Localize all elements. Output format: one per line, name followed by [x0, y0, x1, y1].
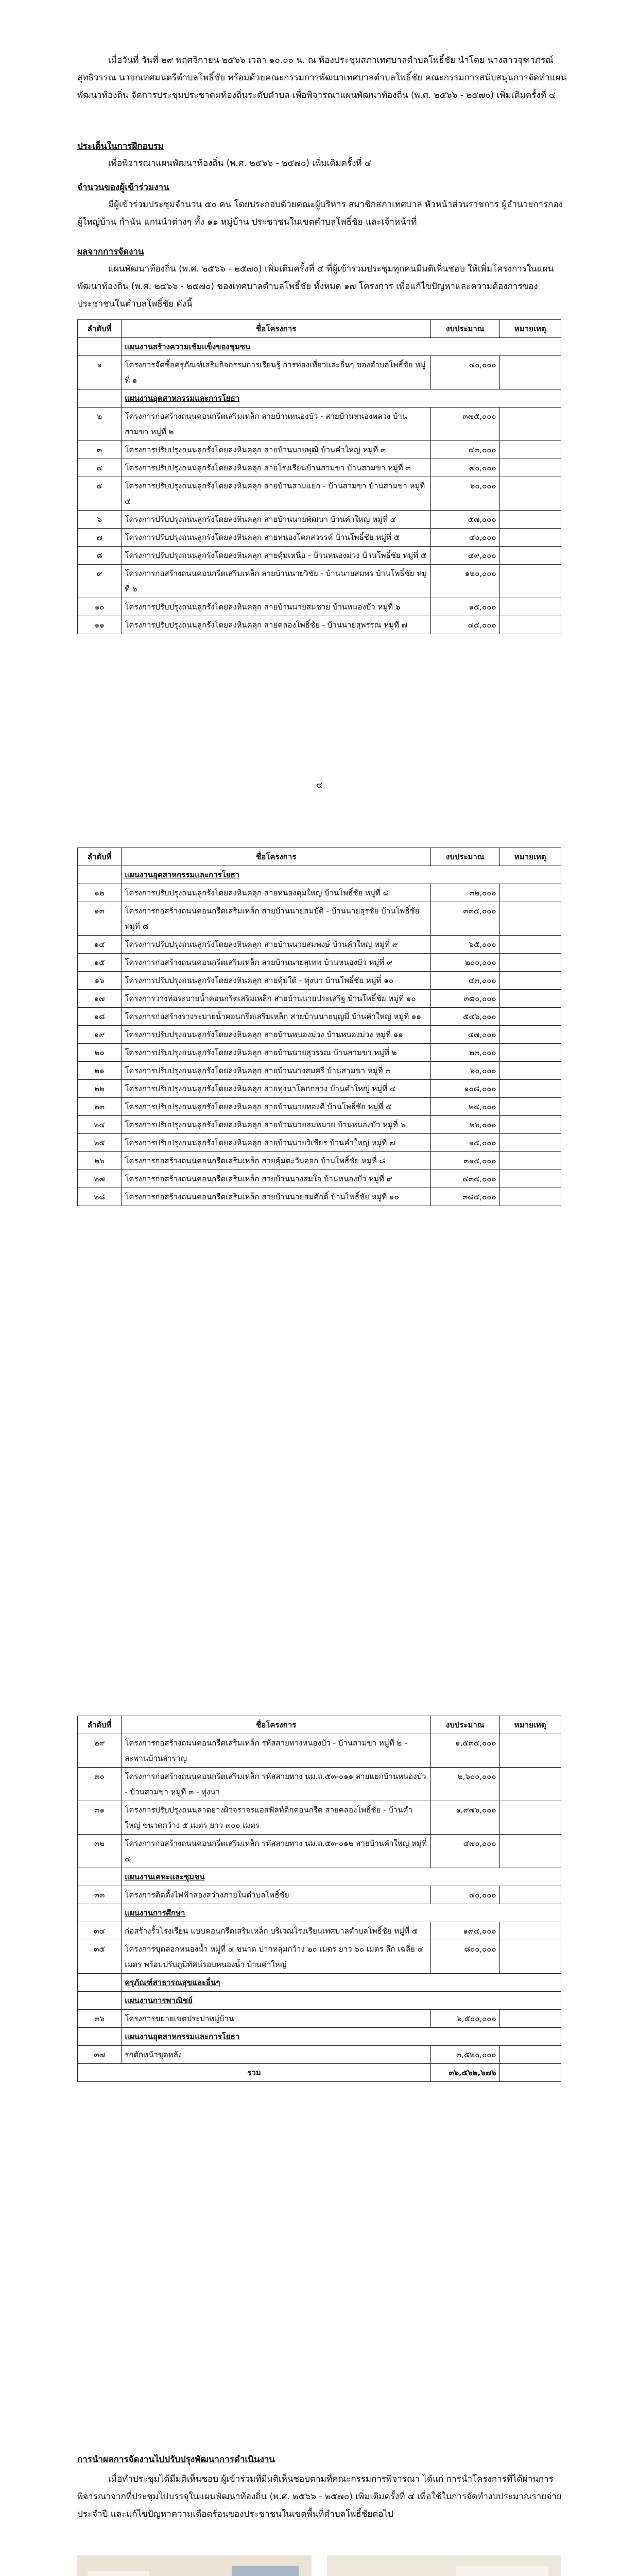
header-name: ชื่อโครงการ [122, 848, 431, 866]
row-note [499, 565, 561, 598]
row-project-name: โครงการปรับปรุงถนนลูกรังโดยลงหินคลุก สายบ้านนายสมหมาย บ้านหนองบัว หมู่ที่ ๖ [122, 1116, 431, 1134]
table-row [78, 565, 561, 598]
row-no: ๒๓ [78, 1098, 122, 1116]
row-budget: ๗๐,๐๐๐ [431, 459, 499, 477]
row-project-name: โครงการปรับปรุงถนนลูกรังโดยลงหินคลุก สายบ้านนายวิเชียร บ้านคำใหญ่ หมู่ที่ ๗ [122, 1134, 431, 1152]
section-no-cell [78, 1974, 122, 1992]
intro-text: เมื่อวันที่ วันที่ ๒๙ พฤศจิกายน ๒๕๖๖ เวลา ๑๐.๐๐ น. ณ ห้องประชุมสภาเทศบาลตำบลโพธิ์ชัย นำโดย นางสาวจุฑาภรณ์ สุทธิวรรณ นายกเทศมนตรีตำบลโพธิ์ชัย พร้อมด้วยคณะกรรมการพัฒนาเทศบาลตำบลโพธิ์ชัย คณะกรรมการสนับสนุนการจัดทำแผนพัฒนาท้องถิ่น จัดการประชุมประชาคมท้องถิ่นระดับตำบล เพื่อพิจารณาแผนพัฒนาท้องถิ่น (พ.ศ. ๒๕๖๖ - ๒๕๗๐) เพิ่มเติมครั้งที่ ๔ [77, 55, 567, 100]
page-number: ๔ [316, 780, 323, 790]
row-note [499, 1835, 561, 1868]
row-budget: ๒๖,๐๐๐ [431, 1116, 499, 1134]
project-table-3 [77, 1716, 561, 2082]
table-row [78, 1026, 561, 1044]
table-section-row [78, 1974, 561, 1992]
row-no: ๒๑ [78, 1062, 122, 1080]
row-no: ๓๖ [78, 2010, 122, 2028]
row-budget: ๒,๖๐๐,๐๐๐ [431, 1768, 499, 1801]
row-note [499, 1801, 561, 1835]
table-row [78, 972, 561, 990]
table-row [78, 1008, 561, 1026]
row-project-name: โครงการปรับปรุงถนนลูกรังโดยลงหินคลุก สายทุ่งนาโคกกลาง บ้านคำใหญ่ หมู่ที่ ๔ [122, 1080, 431, 1098]
row-note [499, 1188, 561, 1206]
row-note [499, 1170, 561, 1188]
row-note [499, 884, 561, 902]
row-project-name: โครงการปรับปรุงถนนลูกรังโดยลงหินคลุก สายบ้านนายสุวรรณ บ้านสามขา หมู่ที่ ๒ [122, 1044, 431, 1062]
table-section-row [78, 389, 561, 408]
row-note [499, 902, 561, 936]
row-no: ๑๕ [78, 954, 122, 972]
table-row [78, 1116, 561, 1134]
row-budget: ๖๕,๐๐๐ [431, 936, 499, 954]
row-note [499, 356, 561, 389]
row-project-name: โครงการปรับปรุงถนนลูกรังโดยลงหินคลุก สายบ้านหนองม่วง บ้านหนองม่วง หมู่ที่ ๑๑ [122, 1026, 431, 1044]
row-no: ๑๑ [78, 616, 122, 634]
results-heading: ผลจากการจัดงาน [77, 247, 144, 257]
table-header-row [78, 1716, 561, 1734]
row-note [499, 1922, 561, 1940]
section-no-cell [78, 338, 122, 356]
table-row [78, 1152, 561, 1170]
row-project-name: โครงการก่อสร้างถนนคอนกรีตเสริมเหล็ก รหัสสายทาง นม.ถ.๕๓-๐๑๒ สายบ้านคำใหญ่ หมู่ที่ ๔ [122, 1835, 431, 1868]
header-name: ชื่อโครงการ [122, 320, 431, 338]
row-note [499, 529, 561, 547]
row-project-name: โครงการปรับปรุงถนนลูกรังโดยลงหินคลุก สายบ้านนายสมชาย บ้านหนองบัว หมู่ที่ ๖ [122, 598, 431, 616]
row-project-name: โครงการปรับปรุงถนนลูกรังโดยลงหินคลุก สายบ้านนายสมพงษ์ บ้านคำใหญ่ หมู่ที่ ๙ [122, 936, 431, 954]
table-row [78, 408, 561, 441]
table-row [78, 459, 561, 477]
project-table-1 [77, 319, 561, 634]
header-no: ลำดับที่ [78, 848, 122, 866]
table-row [78, 1734, 561, 1768]
table-row [78, 1080, 561, 1098]
row-budget: ๑๕,๐๐๐ [431, 1134, 499, 1152]
row-budget: ๔๓๕,๐๐๐ [431, 1170, 499, 1188]
row-project-name: โครงการวางท่อระบายน้ำคอนกรีตเสริมเหล็ก สายบ้านนายประเสริฐ บ้านโพธิ์ชัย หมู่ที่ ๑๐ [122, 990, 431, 1008]
row-note [499, 1886, 561, 1904]
section-title: แผนงานการพาณิชย์ [122, 1992, 561, 2010]
closing-paragraph [77, 2470, 572, 2523]
purpose-heading: ประเด็นในการฝึกอบรม [77, 141, 164, 151]
total-label: รวม [78, 2064, 431, 2082]
table-row [78, 1170, 561, 1188]
row-project-name: โครงการปรับปรุงถนนลูกรังโดยลงหินคลุก สายบ้านสามแยก - บ้านสามขา บ้านสามขา หมู่ที่ ๔ [122, 477, 431, 511]
row-project-name: โครงการขยายเขตประปาหมู่บ้าน [122, 2010, 431, 2028]
row-no: ๑๔ [78, 936, 122, 954]
row-budget: ๔๕,๐๐๐ [431, 616, 499, 634]
row-note [499, 1116, 561, 1134]
row-no: ๑๙ [78, 1026, 122, 1044]
row-project-name: ก่อสร้างรั้วโรงเรียน แบบคอนกรีตเสริมเหล็ก บริเวณโรงเรียนเทศบาลตำบลโพธิ์ชัย หมู่ที่ ๕ [122, 1922, 431, 1940]
row-budget: ๒๐๐,๐๐๐ [431, 954, 499, 972]
row-note [499, 1026, 561, 1044]
table-row [78, 598, 561, 616]
row-budget: ๔๓,๐๐๐ [431, 972, 499, 990]
row-budget: ๖๐,๐๐๐ [431, 1062, 499, 1080]
row-no: ๒๕ [78, 1134, 122, 1152]
closing-text: เมื่อทำประชุมได้มีมติเห็นชอบ ผู้เข้าร่วมที่มีมติเห็นชอบตามที่คณะกรรมการพิจารณา ได้แก่ การนำโครงการที่ได้ผ่านการพิจารณาจากที่ประชุมไปบรรจุในแผนพัฒนาท้องถิ่น (พ.ศ. ๒๕๖๖ - ๒๕๗๐) เพิ่มเติมครั้งที่ ๔ เพื่อใช้ในการจัดทำงบประมาณรายจ่ายประจำปี และแก้ไขปัญหาความเดือดร้อนของประชาชนในเขตพื้นที่ตำบลโพธิ์ชัยต่อไป [77, 2474, 562, 2519]
row-project-name: โครงการปรับปรุงถนนลูกรังโดยลงหินคลุก สายบ้านนายพัฒนา บ้านคำใหญ่ หมู่ที่ ๔ [122, 511, 431, 529]
row-budget: ๖๐,๐๐๐ [431, 477, 499, 511]
table-header-row [78, 320, 561, 338]
table-row [78, 1134, 561, 1152]
row-project-name: โครงการก่อสร้างถนนคอนกรีตเสริมเหล็ก รหัสสายทาง นม.ถ.๕๓-๐๑๑ สายแยกบ้านหนองบัว - บ้านสามขา หมู่ที่ ๓ - ทุ่งนา [122, 1768, 431, 1801]
table-row [78, 529, 561, 547]
row-project-name: รถตักหน้าขุดหลัง [122, 2046, 431, 2064]
closing-heading: การนำผลการจัดงานไปปรับปรุงพัฒนาการดำเนินงาน [77, 2454, 275, 2465]
row-budget: ๔๐,๐๐๐ [431, 1886, 499, 1904]
table-row [78, 1044, 561, 1062]
table-section-row [78, 2028, 561, 2046]
table-row [78, 1940, 561, 1974]
row-budget: ๑๕,๐๐๐ [431, 598, 499, 616]
row-note [499, 408, 561, 441]
table-row [78, 1886, 561, 1904]
row-project-name: โครงการปรับปรุงถนนลูกรังโดยลงหินคลุก สายคุ้มเหนือ - บ้านหนองม่วง บ้านโพธิ์ชัย หมู่ที่ ๕ [122, 547, 431, 565]
row-no: ๔ [78, 459, 122, 477]
row-project-name: โครงการก่อสร้างถนนคอนกรีตเสริมเหล็ก สายบ้านนายสมบัติ - บ้านนายสุรชัย บ้านโพธิ์ชัย หมู่ที่ ๘ [122, 902, 431, 936]
table-row [78, 1062, 561, 1080]
table-row [78, 616, 561, 634]
row-project-name: โครงการปรับปรุงถนนลูกรังโดยลงหินคลุก สายหนองดุมใหญ่ บ้านโพธิ์ชัย หมู่ที่ ๘ [122, 884, 431, 902]
row-no: ๑๘ [78, 1008, 122, 1026]
results-paragraph [77, 260, 572, 313]
table-row [78, 1922, 561, 1940]
row-budget: ๕๗,๐๐๐ [431, 511, 499, 529]
row-project-name: โครงการขุดลอกหนองน้ำ หมู่ที่ ๔ ขนาด ปากหลุมกว้าง ๒๐ เมตร ยาว ๖๐ เมตร ลึก เฉลี่ย ๔ เมตร พร้อมปรับภูมิทัศน์รอบหนองน้ำ บ้านคำใหญ่ [122, 1940, 431, 1974]
row-project-name: โครงการก่อสร้างถนนคอนกรีตเสริมเหล็ก รหัสสายทางหนองบัว - บ้านสามขา หมู่ที่ ๒ - สะพานบ้านสำราญ [122, 1734, 431, 1768]
row-budget: ๓๗๕,๐๐๐ [431, 408, 499, 441]
row-note [499, 1062, 561, 1080]
row-no: ๓๕ [78, 1940, 122, 1974]
project-table-2 [77, 848, 561, 1206]
row-budget: ๔๗,๐๐๐ [431, 1026, 499, 1044]
row-project-name: โครงการปรับปรุงถนนลูกรังโดยลงหินคลุก สายโรงเรียนบ้านสามขา บ้านสามขา หมู่ที่ ๓ [122, 459, 431, 477]
row-budget: ๓๒,๐๐๐ [431, 884, 499, 902]
total-budget: ๓๖,๕๖๒,๖๗๖ [431, 2064, 499, 2082]
row-budget: ๓๘๕,๐๐๐ [431, 1188, 499, 1206]
row-budget: ๔๐,๐๐๐ [431, 529, 499, 547]
section-title: แผนงานอุตสาหกรรมและการโยธา [122, 389, 561, 408]
row-budget: ๕๔๖,๐๐๐ [431, 1008, 499, 1026]
section-title: แผนงานการศึกษา [122, 1904, 561, 1922]
row-note [499, 954, 561, 972]
row-project-name: โครงการก่อสร้างถนนคอนกรีตเสริมเหล็ก สายบ้านหนองบัว - สายบ้านหนองพลวง บ้านสามขา หมู่ที่ ๒ [122, 408, 431, 441]
row-note [499, 547, 561, 565]
row-budget: ๔๙,๐๐๐ [431, 547, 499, 565]
row-project-name: โครงการปรับปรุงถนนลาดยางผิวจราจรแอสฟัลท์ติกคอนกรีต สายคลองโพธิ์ชัย - บ้านคำใหญ่ ขนาดกว้าง ๕ เมตร ยาว ๓๐๐ เมตร [122, 1801, 431, 1835]
row-no: ๓ [78, 441, 122, 459]
table-row [78, 990, 561, 1008]
participants-heading: จำนวนของผู้เข้าร่วมงาน [77, 182, 169, 193]
table-row [78, 884, 561, 902]
participants-paragraph [77, 196, 572, 231]
row-no: ๗ [78, 529, 122, 547]
row-note [499, 1044, 561, 1062]
header-note: หมายเหตุ [499, 1716, 561, 1734]
row-project-name: โครงการติดตั้งไฟฟ้าส่องสว่างภายในตำบลโพธิ์ชัย [122, 1886, 431, 1904]
row-budget: ๔๗๐,๐๐๐ [431, 1835, 499, 1868]
header-budget: งบประมาณ [431, 848, 499, 866]
row-no: ๒๘ [78, 1188, 122, 1206]
row-note [499, 511, 561, 529]
row-budget: ๑๐๘,๐๐๐ [431, 1080, 499, 1098]
header-no: ลำดับที่ [78, 1716, 122, 1734]
row-budget: ๑๙๔,๐๐๐ [431, 1922, 499, 1940]
row-budget: ๓,๕๒๐,๐๐๐ [431, 2046, 499, 2064]
table-row [78, 1801, 561, 1835]
participants-text: มีผู้เข้าร่วมประชุมจำนวน ๕๐ คน โดยประกอบด้วยคณะผู้บริหาร สมาชิกสภาเทศบาล หัวหน้าส่วนราชการ ผู้อำนวยการกอง ผู้ใหญ่บ้าน กำนัน แกนนำต่างๆ ทั้ง ๑๑ หมู่บ้าน ประชาชนในเขตตำบลโพธิ์ชัย และเจ้าหน้าที่ [77, 199, 563, 227]
row-note [499, 459, 561, 477]
row-note [499, 1080, 561, 1098]
header-budget: งบประมาณ [431, 320, 499, 338]
row-no: ๒๒ [78, 1080, 122, 1098]
row-note [499, 477, 561, 511]
section-no-cell [78, 1992, 122, 2010]
row-no: ๑๐ [78, 598, 122, 616]
section-title: แผนงานสร้างความเข้มแข็งของชุมชน [122, 338, 561, 356]
row-project-name: โครงการปรับปรุงถนนลูกรังโดยลงหินคลุก สายบ้านนายทองดี บ้านโพธิ์ชัย หมู่ที่ ๕ [122, 1098, 431, 1116]
row-no: ๕ [78, 477, 122, 511]
row-note [499, 2046, 561, 2064]
meeting-photo [77, 2555, 312, 2576]
header-name: ชื่อโครงการ [122, 1716, 431, 1734]
table-section-row [78, 1904, 561, 1922]
row-no: ๓๔ [78, 1922, 122, 1940]
table-row [78, 547, 561, 565]
row-no: ๒๖ [78, 1152, 122, 1170]
row-no: ๑๒ [78, 884, 122, 902]
table-row [78, 954, 561, 972]
row-budget: ๑,๕๓๕,๐๐๐ [431, 1734, 499, 1768]
row-no: ๑๗ [78, 990, 122, 1008]
section-no-cell [78, 389, 122, 408]
section-no-cell [78, 866, 122, 884]
section-title: แผนงานเคหะและชุมชน [122, 1868, 561, 1886]
row-project-name: โครงการก่อสร้างถนนคอนกรีตเสริมเหล็ก สายบ้านนางสมใจ บ้านหนองบัว หมู่ที่ ๙ [122, 1170, 431, 1188]
row-project-name: โครงการก่อสร้างถนนคอนกรีตเสริมเหล็ก สายบ้านนายสุเทพ บ้านหนองบัว หมู่ที่ ๙ [122, 954, 431, 972]
row-no: ๓๐ [78, 1768, 122, 1801]
row-note [499, 1134, 561, 1152]
row-note [499, 2010, 561, 2028]
table-section-row [78, 1868, 561, 1886]
row-no: ๘ [78, 547, 122, 565]
purpose-text: เพื่อพิจารณาแผนพัฒนาท้องถิ่น (พ.ศ. ๒๕๖๖ - ๒๕๗๐) เพิ่มเติมครั้งที่ ๔ [108, 158, 371, 168]
table-row [78, 936, 561, 954]
header-budget: งบประมาณ [431, 1716, 499, 1734]
row-note [499, 616, 561, 634]
row-project-name: โครงการปรับปรุงถนนลูกรังโดยลงหินคลุก สายคลองโพธิ์ชัย - บ้านนายสุพรรณ หมู่ที่ ๗ [122, 616, 431, 634]
table-row [78, 2010, 561, 2028]
row-no: ๒ [78, 408, 122, 441]
total-note-cell [499, 2064, 561, 2082]
header-note: หมายเหตุ [499, 320, 561, 338]
section-no-cell [78, 1868, 122, 1886]
row-budget: ๓๓๕,๐๐๐ [431, 902, 499, 936]
results-text: แผนพัฒนาท้องถิ่น (พ.ศ. ๒๕๖๖ - ๒๕๗๐) เพิ่มเติมครั้งที่ ๔ ที่ผู้เข้าร่วมประชุมทุกคนมีมติเห็นชอบ ให้เพิ่มโครงการในแผนพัฒนาท้องถิ่น (พ.ศ. ๒๕๖๖ - ๒๕๗๐) ของเทศบาลตำบลโพธิ์ชัย ทั้งหมด ๑๗ โครงการ เพื่อแก้ไขปัญหาและความต้องการของประชาชนในตำบลโพธิ์ชัย ดังนี้ [77, 264, 554, 309]
meeting-photo [327, 2555, 561, 2576]
row-no: ๑๓ [78, 902, 122, 936]
table-total-row [78, 2064, 561, 2082]
table-row [78, 441, 561, 459]
row-project-name: โครงการจัดซื้อครุภัณฑ์เสริมกิจกรรมการเรียนรู้ การท่องเที่ยวและอื่นๆ ของตำบลโพธิ์ชัย หมู่ที่ ๑ [122, 356, 431, 389]
row-budget: ๒๔,๐๐๐ [431, 1098, 499, 1116]
row-budget: ๓๑๕,๐๐๐ [431, 1152, 499, 1170]
header-note: หมายเหตุ [499, 848, 561, 866]
intro-paragraph [77, 52, 572, 104]
row-no: ๒๐ [78, 1044, 122, 1062]
row-no: ๑ [78, 356, 122, 389]
row-note [499, 936, 561, 954]
table-row [78, 356, 561, 389]
table-row [78, 511, 561, 529]
row-budget: ๘๐๐,๐๐๐ [431, 1940, 499, 1974]
table-row [78, 1835, 561, 1868]
row-budget: ๑๒๐,๐๐๐ [431, 565, 499, 598]
row-no: ๖ [78, 511, 122, 529]
row-project-name: โครงการปรับปรุงถนนลูกรังโดยลงหินคลุก สายบ้านนายพุฒิ บ้านคำใหญ่ หมู่ที่ ๓ [122, 441, 431, 459]
row-no: ๙ [78, 565, 122, 598]
row-budget: ๑,๙๗๖,๐๐๐ [431, 1801, 499, 1835]
row-note [499, 1152, 561, 1170]
row-project-name: โครงการก่อสร้างถนนคอนกรีตเสริมเหล็ก สายคุ้มตะวันออก บ้านโพธิ์ชัย หมู่ที่ ๘ [122, 1152, 431, 1170]
row-no: ๓๓ [78, 1886, 122, 1904]
section-title: ครุภัณฑ์สาธารณสุขและอื่นๆ [122, 1974, 561, 1992]
row-project-name: โครงการก่อสร้างรางระบายน้ำคอนกรีตเสริมเหล็ก สายบ้านนายบุญมี บ้านคำใหญ่ หมู่ที่ ๑๑ [122, 1008, 431, 1026]
row-no: ๓๒ [78, 1835, 122, 1868]
table-row [78, 1098, 561, 1116]
row-note [499, 1940, 561, 1974]
row-budget: ๓๘๐,๐๐๐ [431, 990, 499, 1008]
row-note [499, 1734, 561, 1768]
row-note [499, 1008, 561, 1026]
row-no: ๒๗ [78, 1170, 122, 1188]
row-project-name: โครงการก่อสร้างถนนคอนกรีตเสริมเหล็ก สายบ้านนายวิชัย - บ้านนายสมพร บ้านโพธิ์ชัย หมู่ที่ ๖ [122, 565, 431, 598]
table-section-row [78, 1992, 561, 2010]
row-note [499, 441, 561, 459]
row-note [499, 990, 561, 1008]
row-no: ๑๖ [78, 972, 122, 990]
table-section-row [78, 866, 561, 884]
row-no: ๓๗ [78, 2046, 122, 2064]
table-row [78, 1188, 561, 1206]
row-note [499, 598, 561, 616]
row-note [499, 1098, 561, 1116]
row-project-name: โครงการปรับปรุงถนนลูกรังโดยลงหินคลุก สายคุ้มใต้ - ทุ่งนา บ้านโพธิ์ชัย หมู่ที่ ๑๐ [122, 972, 431, 990]
row-no: ๓๑ [78, 1801, 122, 1835]
header-no: ลำดับที่ [78, 320, 122, 338]
row-project-name: โครงการปรับปรุงถนนลูกรังโดยลงหินคลุก สายหนองโคกสวรรค์ บ้านโพธิ์ชัย หมู่ที่ ๕ [122, 529, 431, 547]
table-header-row [78, 848, 561, 866]
row-budget: ๔๐,๐๐๐ [431, 356, 499, 389]
table-section-row [78, 338, 561, 356]
table-row [78, 1768, 561, 1801]
row-note [499, 1768, 561, 1801]
row-no: ๒๔ [78, 1116, 122, 1134]
table-row [78, 902, 561, 936]
table-row [78, 2046, 561, 2064]
section-title: แผนงานอุตสาหกรรมและการโยธา [122, 2028, 561, 2046]
row-budget: ๕๓,๐๐๐ [431, 441, 499, 459]
photo-gallery [77, 2555, 561, 2576]
row-no: ๒๙ [78, 1734, 122, 1768]
section-no-cell [78, 1904, 122, 1922]
row-project-name: โครงการก่อสร้างถนนคอนกรีตเสริมเหล็ก สายบ้านนายสมศักดิ์ บ้านโพธิ์ชัย หมู่ที่ ๑๐ [122, 1188, 431, 1206]
section-title: แผนงานอุตสาหกรรมและการโยธา [122, 866, 561, 884]
row-project-name: โครงการปรับปรุงถนนลูกรังโดยลงหินคลุก สายบ้านนางสมศรี บ้านสามขา หมู่ที่ ๓ [122, 1062, 431, 1080]
section-no-cell [78, 2028, 122, 2046]
row-budget: ๒๓,๐๐๐ [431, 1044, 499, 1062]
table-row [78, 477, 561, 511]
row-budget: ๖,๕๐๐,๐๐๐ [431, 2010, 499, 2028]
row-note [499, 972, 561, 990]
